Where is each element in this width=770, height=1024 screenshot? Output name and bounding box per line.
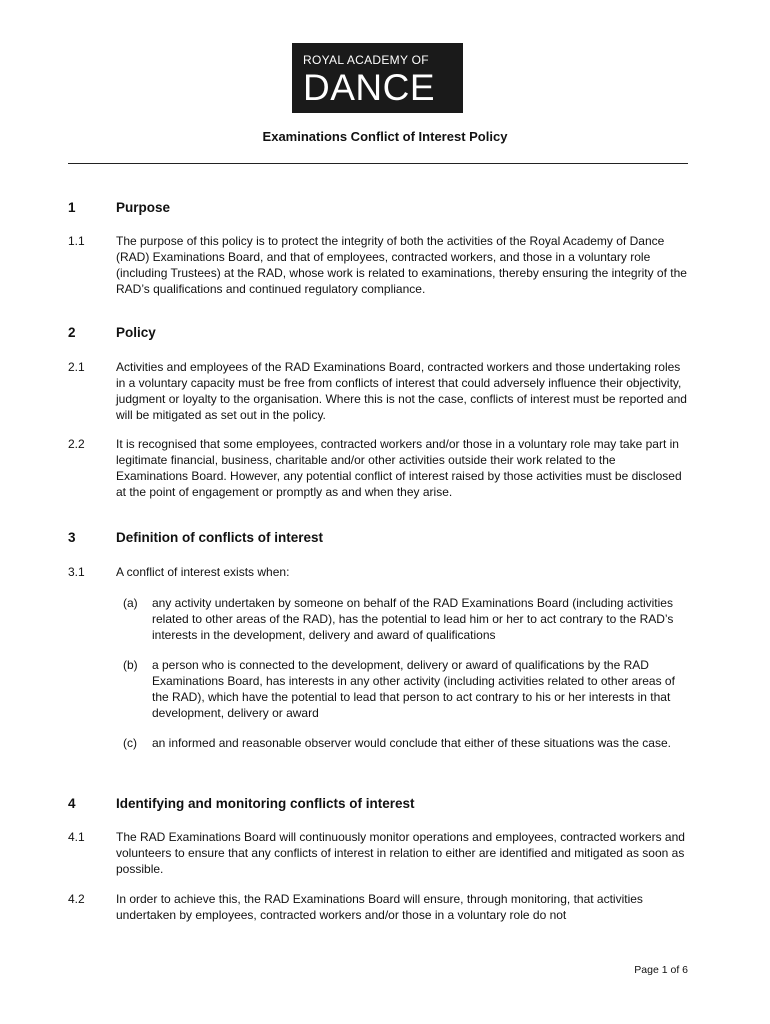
logo-bottom-text: DANCE bbox=[303, 67, 436, 108]
paragraph-text: The purpose of this policy is to protect the integrity of both the activities of the Royal Academy of Dance (RAD) Examinations Board, and that of employees, contracted workers, and those in a voluntary role (including Trustees) at the RAD, whose work is related to examinations, thereby ensuring the integrity of the RAD’s qualifications and continued regulatory compliance. bbox=[116, 234, 687, 296]
section-title: Policy bbox=[116, 325, 156, 340]
list-item-label: (a) bbox=[123, 596, 138, 610]
logo-top-text: ROYAL ACADEMY OF bbox=[303, 53, 429, 67]
section-number: 3 bbox=[68, 530, 76, 545]
section-title: Purpose bbox=[116, 200, 171, 215]
paragraph-text: A conflict of interest exists when: bbox=[116, 565, 290, 579]
list-item-label: (b) bbox=[123, 658, 138, 672]
section-number: 1 bbox=[68, 200, 76, 215]
document-title: Examinations Conflict of Interest Policy bbox=[262, 129, 508, 144]
paragraph-number: 2.2 bbox=[68, 437, 85, 451]
list-item-label: (c) bbox=[123, 736, 137, 750]
paragraph-number: 1.1 bbox=[68, 234, 85, 248]
paragraph-number: 3.1 bbox=[68, 565, 85, 579]
section-number: 4 bbox=[68, 796, 76, 811]
paragraph-number: 4.1 bbox=[68, 830, 85, 844]
paragraph-text: In order to achieve this, the RAD Examinations Board will ensure, through monitoring, that activities undertaken by employees, contracted workers and/or those in a voluntary role do not bbox=[116, 892, 643, 922]
paragraph-text: The RAD Examinations Board will continuously monitor operations and employees, contracted workers and volunteers to ensure that any conflicts of interest in relation to either are identified and mitigated as soon as possible. bbox=[116, 830, 685, 876]
title-divider bbox=[68, 163, 688, 164]
paragraph-text: Activities and employees of the RAD Examinations Board, contracted workers and those undertaking roles in a voluntary capacity must be free from conflicts of interest that could adversely influence their objectivity, judgment or loyalty to the organisation. Where this is not the case, conflicts of interest must be reported and will be mitigated as set out in the policy. bbox=[116, 360, 687, 422]
list-item-text: any activity undertaken by someone on behalf of the RAD Examinations Board (including activities related to other areas of the RAD), has the potential to lead him or her to act contrary to the RAD’s interests in the development, delivery and award of qualifications bbox=[152, 596, 674, 642]
rad-logo bbox=[292, 43, 463, 113]
section-title: Identifying and monitoring conflicts of interest bbox=[116, 796, 415, 811]
paragraph-number: 2.1 bbox=[68, 360, 85, 374]
paragraph-number: 4.2 bbox=[68, 892, 85, 906]
page-number: Page 1 of 6 bbox=[634, 964, 688, 976]
paragraph-text: It is recognised that some employees, contracted workers and/or those in a voluntary role may take part in legitimate financial, business, charitable and/or other activities outside their work related to the Examinations Board. However, any potential conflict of interest raised by those activities must be disclosed at the point of engagement or promptly as and when they arise. bbox=[116, 437, 682, 499]
section-number: 2 bbox=[68, 325, 76, 340]
list-item-text: an informed and reasonable observer would conclude that either of these situations was the case. bbox=[152, 736, 671, 750]
section-title: Definition of conflicts of interest bbox=[116, 530, 324, 545]
list-item-text: a person who is connected to the development, delivery or award of qualifications by the RAD Examinations Board, has interests in any other activity (including activities related to other areas of the RAD), which have the potential to lead that person to act contrary to his or her interests in that development, delivery or award bbox=[152, 658, 675, 720]
